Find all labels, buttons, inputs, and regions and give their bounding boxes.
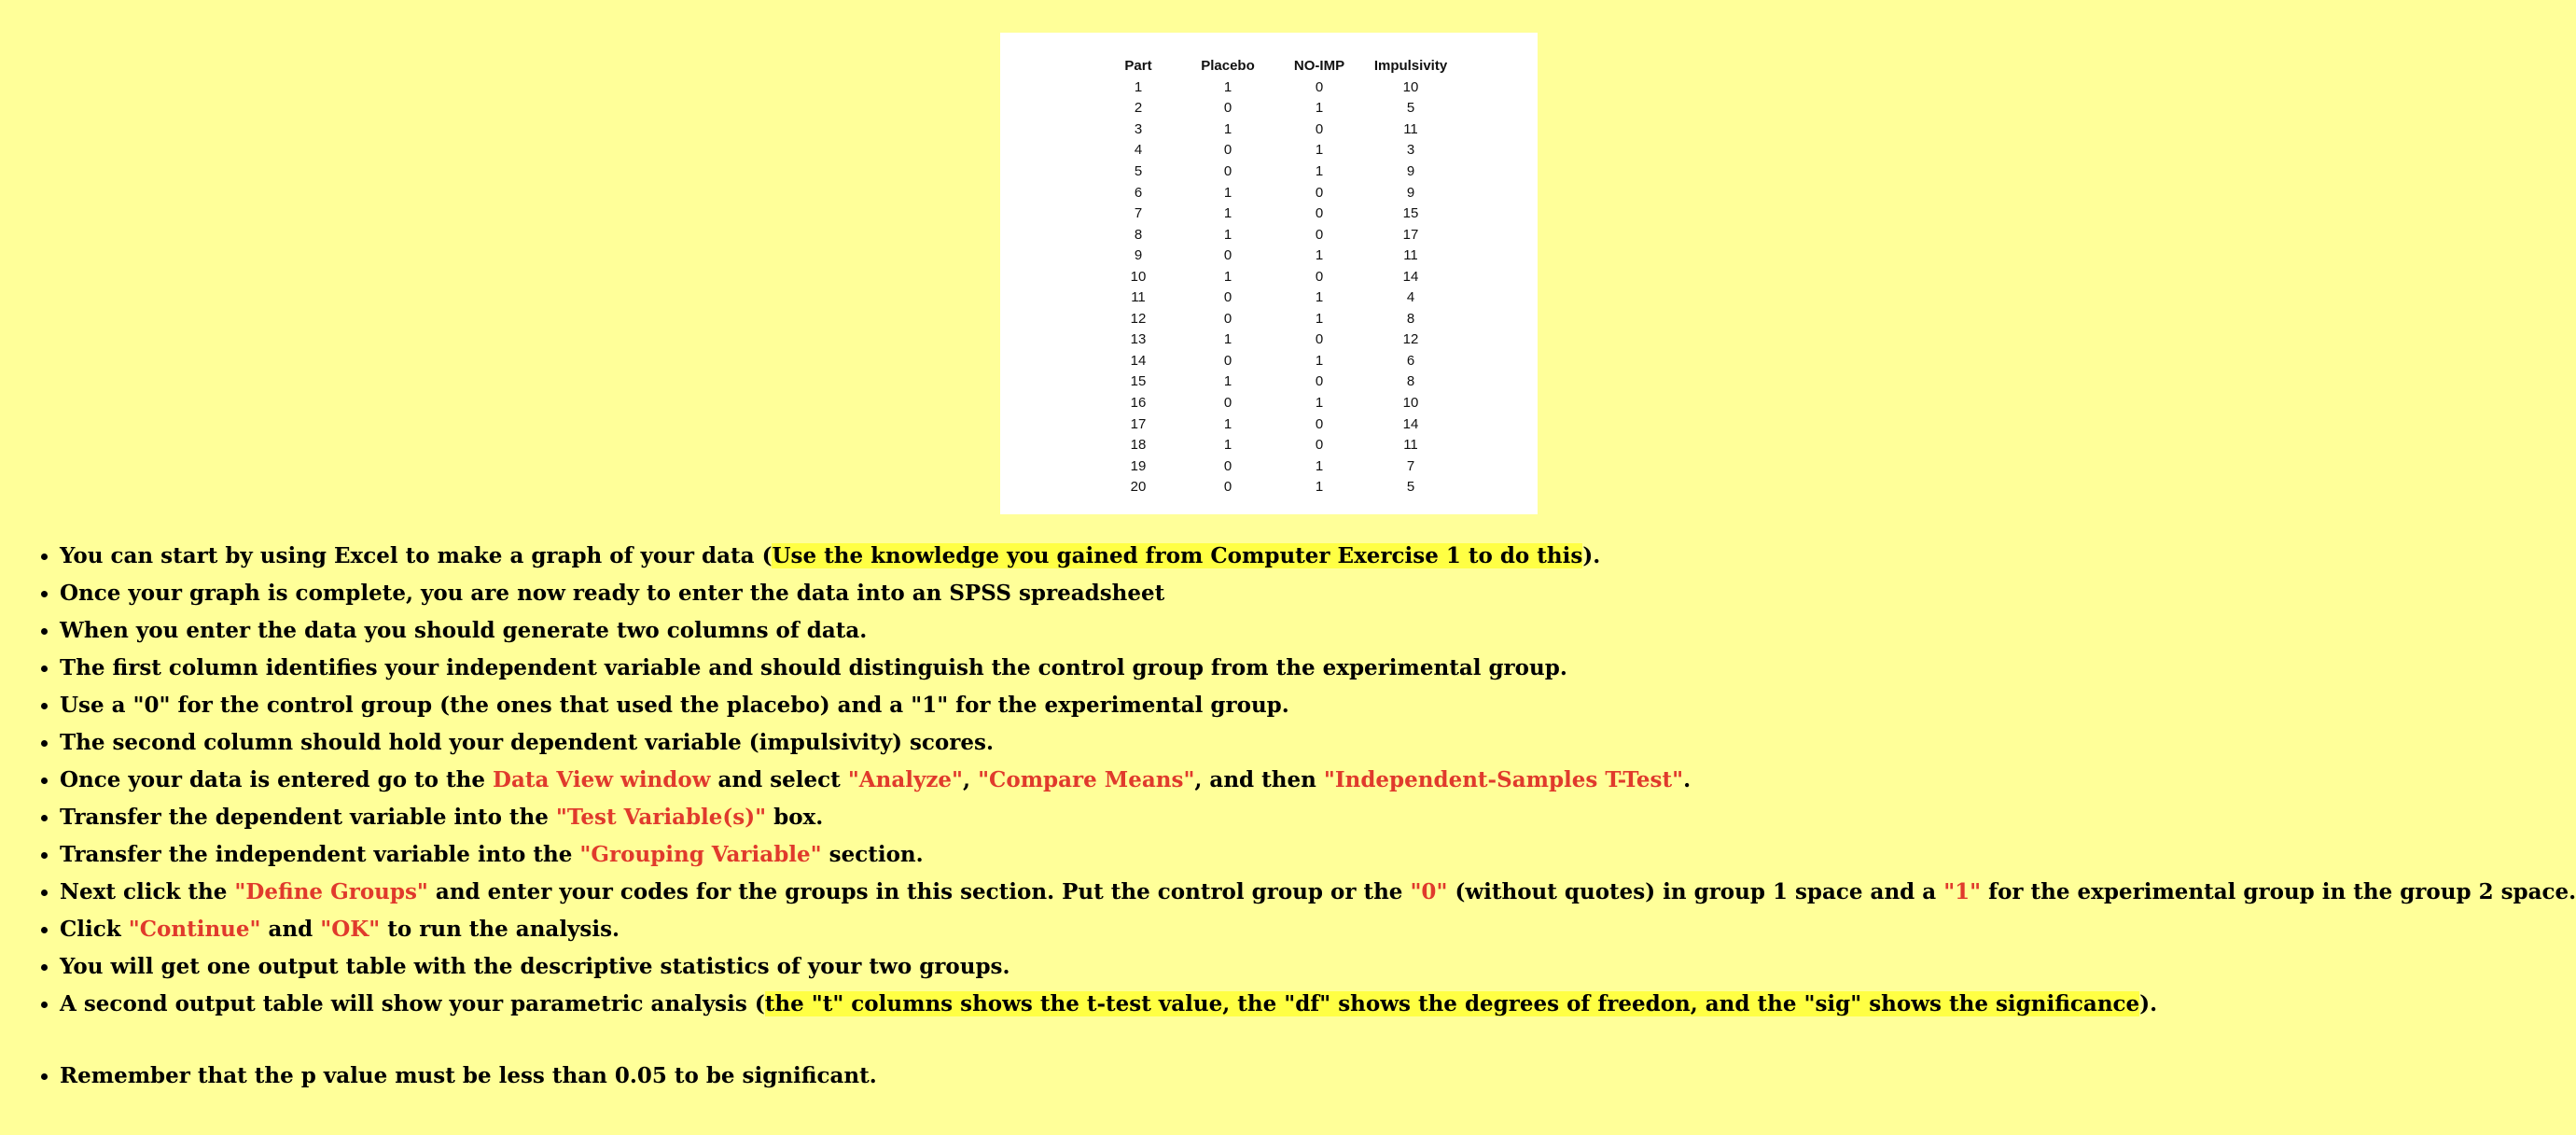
table-cell: 9 [1134,247,1143,264]
instruction-text: and [260,917,321,942]
table-row [1106,119,1468,140]
highlighted-text: the "t" columns shows the t-test value, the "df" shows the degrees of freedon, and the "sig" shows the significance [764,991,2140,1016]
table-header-row [1106,54,1468,77]
table-cell: 0 [1223,394,1232,411]
table-cell: 1 [1315,289,1324,306]
instruction-item [35,538,2576,575]
column-header-impulsivity: Impulsivity [1373,57,1448,74]
table-row [1106,434,1468,455]
table-cell: 0 [1223,142,1232,159]
table-cell: 7 [1134,205,1143,222]
table-cell: 0 [1315,415,1324,432]
table-cell: 1 [1315,162,1324,179]
emphasized-term: "Analyze" [847,767,964,792]
table-row [1106,98,1468,119]
instruction-text: Once your graph is complete, you are now ready to enter the data into an SPSS spreadsheet [60,581,1165,606]
table-cell: 3 [1406,142,1415,159]
instruction-text: A second output table will show your parametric analysis ( [60,991,765,1016]
table-cell: 10 [1402,394,1419,411]
highlighted-text: Use the knowledge you gained from Computer Exercise 1 to do this [772,543,1583,568]
table-cell: 1 [1315,457,1324,474]
instruction-text: When you enter the data you should generate two columns of data. [60,618,868,643]
table-cell: 9 [1406,184,1415,201]
table-cell: 5 [1134,162,1143,179]
table-cell: 0 [1315,205,1324,222]
table-cell: 0 [1223,310,1232,327]
instruction-item [35,762,2576,799]
instruction-text: ). [2139,991,2158,1016]
instruction-item [35,948,2576,986]
table-cell: 1 [1315,394,1324,411]
table-row [1106,77,1468,98]
instruction-text: . [1683,767,1692,792]
table-cell: 17 [1130,415,1147,432]
table-cell: 6 [1406,352,1415,369]
table-row [1106,392,1468,413]
table-cell: 16 [1130,394,1147,411]
emphasized-term: "1" [1943,879,1982,904]
instruction-list [35,538,2576,1095]
table-cell: 1 [1315,310,1324,327]
table-row [1106,371,1468,393]
instruction-text: Next click the [60,879,235,904]
column-header-part: Part [1124,57,1152,74]
data-table [1106,54,1468,497]
table-cell: 2 [1134,100,1143,117]
table-cell: 1 [1223,331,1232,348]
table-cell: 12 [1130,310,1147,327]
table-cell: 0 [1315,373,1324,390]
table-cell: 4 [1406,289,1415,306]
table-cell: 1 [1223,205,1232,222]
table-cell: 13 [1130,331,1147,348]
instruction-text: Remember that the p value must be less than 0.05 to be significant. [60,1063,877,1088]
instruction-text: for the experimental group in the group 2 space. [1981,879,2576,904]
emphasized-term: "OK" [320,917,381,942]
table-row [1106,476,1468,497]
instruction-text: Use a "0" for the control group (the ones that used the placebo) and a "1" for the experimental group. [60,693,1289,718]
table-cell: 12 [1402,331,1419,348]
table-cell: 11 [1403,437,1418,454]
emphasized-term: "Test Variable(s)" [555,805,767,830]
table-cell: 1 [1223,78,1232,95]
table-cell: 0 [1223,162,1232,179]
instruction-item [35,799,2576,836]
table-cell: 0 [1315,78,1324,95]
table-cell: 1 [1315,352,1324,369]
instruction-text: section. [821,842,924,867]
table-cell: 8 [1406,373,1415,390]
table-cell: 0 [1223,289,1232,306]
instruction-text: The first column identifies your independent variable and should distinguish the control group from the experimental group. [60,655,1567,680]
instruction-item [35,836,2576,874]
table-cell: 6 [1134,184,1143,201]
table-cell: 0 [1315,184,1324,201]
table-row [1106,350,1468,371]
table-row [1106,329,1468,351]
column-header-placebo: Placebo [1201,57,1255,74]
table-row [1106,224,1468,245]
table-row [1106,413,1468,435]
table-cell: 1 [1315,142,1324,159]
instruction-item [35,575,2576,612]
table-cell: 0 [1223,352,1232,369]
instruction-item [35,650,2576,687]
table-row [1106,182,1468,203]
emphasized-term: "Continue" [128,917,261,942]
table-cell: 8 [1406,310,1415,327]
instruction-text: and select [710,767,848,792]
table-cell: 17 [1402,226,1419,243]
table-cell: 14 [1130,352,1147,369]
instruction-item [35,986,2576,1023]
table-cell: 8 [1134,226,1143,243]
table-cell: 0 [1223,247,1232,264]
instruction-text: Once your data is entered go to the [60,767,494,792]
table-row [1106,455,1468,477]
table-cell: 0 [1315,120,1324,137]
table-row [1106,308,1468,329]
instruction-text: and enter your codes for the groups in this section. Put the control group or the [427,879,1411,904]
emphasized-term: "Independent-Samples T-Test" [1323,767,1684,792]
table-cell: 1 [1223,373,1232,390]
table-cell: 0 [1315,268,1324,285]
emphasized-term: "Define Groups" [234,879,428,904]
instruction-text: , [963,767,979,792]
instruction-text: ). [1582,543,1601,568]
table-row [1106,245,1468,266]
table-cell: 15 [1130,373,1147,390]
instruction-item [35,724,2576,762]
column-header-no-imp: NO-IMP [1293,57,1345,74]
table-cell: 0 [1223,457,1232,474]
table-cell: 11 [1403,247,1418,264]
table-cell: 9 [1406,162,1415,179]
table-cell: 14 [1402,268,1419,285]
table-row [1106,140,1468,161]
table-cell: 7 [1406,457,1415,474]
emphasized-term: "Compare Means" [978,767,1195,792]
instruction-item [35,612,2576,650]
instruction-text: You will get one output table with the descriptive statistics of your two groups. [60,954,1010,979]
table-cell: 1 [1223,437,1232,454]
table-cell: 1 [1223,415,1232,432]
table-cell: 1 [1223,268,1232,285]
table-cell: 10 [1130,268,1147,285]
instruction-text: (without quotes) in group 1 space and a [1447,879,1944,904]
instruction-text: Transfer the independent variable into the [60,842,580,867]
instruction-item [35,911,2576,948]
table-cell: 0 [1315,331,1324,348]
table-cell: 11 [1403,120,1418,137]
table-cell: 4 [1134,142,1143,159]
emphasized-term: "0" [1410,879,1448,904]
table-cell: 1 [1315,100,1324,117]
table-cell: 0 [1315,437,1324,454]
emphasized-term: "Grouping Variable" [579,842,822,867]
instruction-text: to run the analysis. [380,917,620,942]
emphasized-term: Data View window [493,767,711,792]
table-row [1106,203,1468,224]
table-cell: 18 [1130,437,1147,454]
table-cell: 19 [1130,457,1147,474]
table-cell: 0 [1315,226,1324,243]
table-cell: 15 [1402,205,1419,222]
instruction-text: , and then [1194,767,1324,792]
instruction-text: You can start by using Excel to make a graph of your data ( [60,543,773,568]
table-cell: 1 [1315,479,1324,496]
table-cell: 20 [1130,479,1147,496]
table-cell: 3 [1134,120,1143,137]
instruction-item [35,874,2576,911]
table-row [1106,266,1468,287]
instruction-item [35,1058,2576,1095]
table-cell: 14 [1402,415,1419,432]
table-cell: 0 [1223,479,1232,496]
table-cell: 1 [1134,78,1143,95]
table-row [1106,287,1468,308]
table-cell: 0 [1223,100,1232,117]
table-cell: 1 [1223,120,1232,137]
instruction-text: Click [60,917,129,942]
table-cell: 11 [1131,289,1146,306]
data-table-image [1000,33,1538,514]
table-cell: 1 [1315,247,1324,264]
instruction-text: The second column should hold your dependent variable (impulsivity) scores. [60,730,994,755]
table-row [1106,161,1468,182]
table-cell: 5 [1406,100,1415,117]
instruction-item [35,687,2576,724]
instruction-text: Transfer the dependent variable into the [60,805,556,830]
table-cell: 1 [1223,184,1232,201]
table-cell: 1 [1223,226,1232,243]
table-cell: 10 [1402,78,1419,95]
instruction-text: box. [766,805,824,830]
table-cell: 5 [1406,479,1415,496]
